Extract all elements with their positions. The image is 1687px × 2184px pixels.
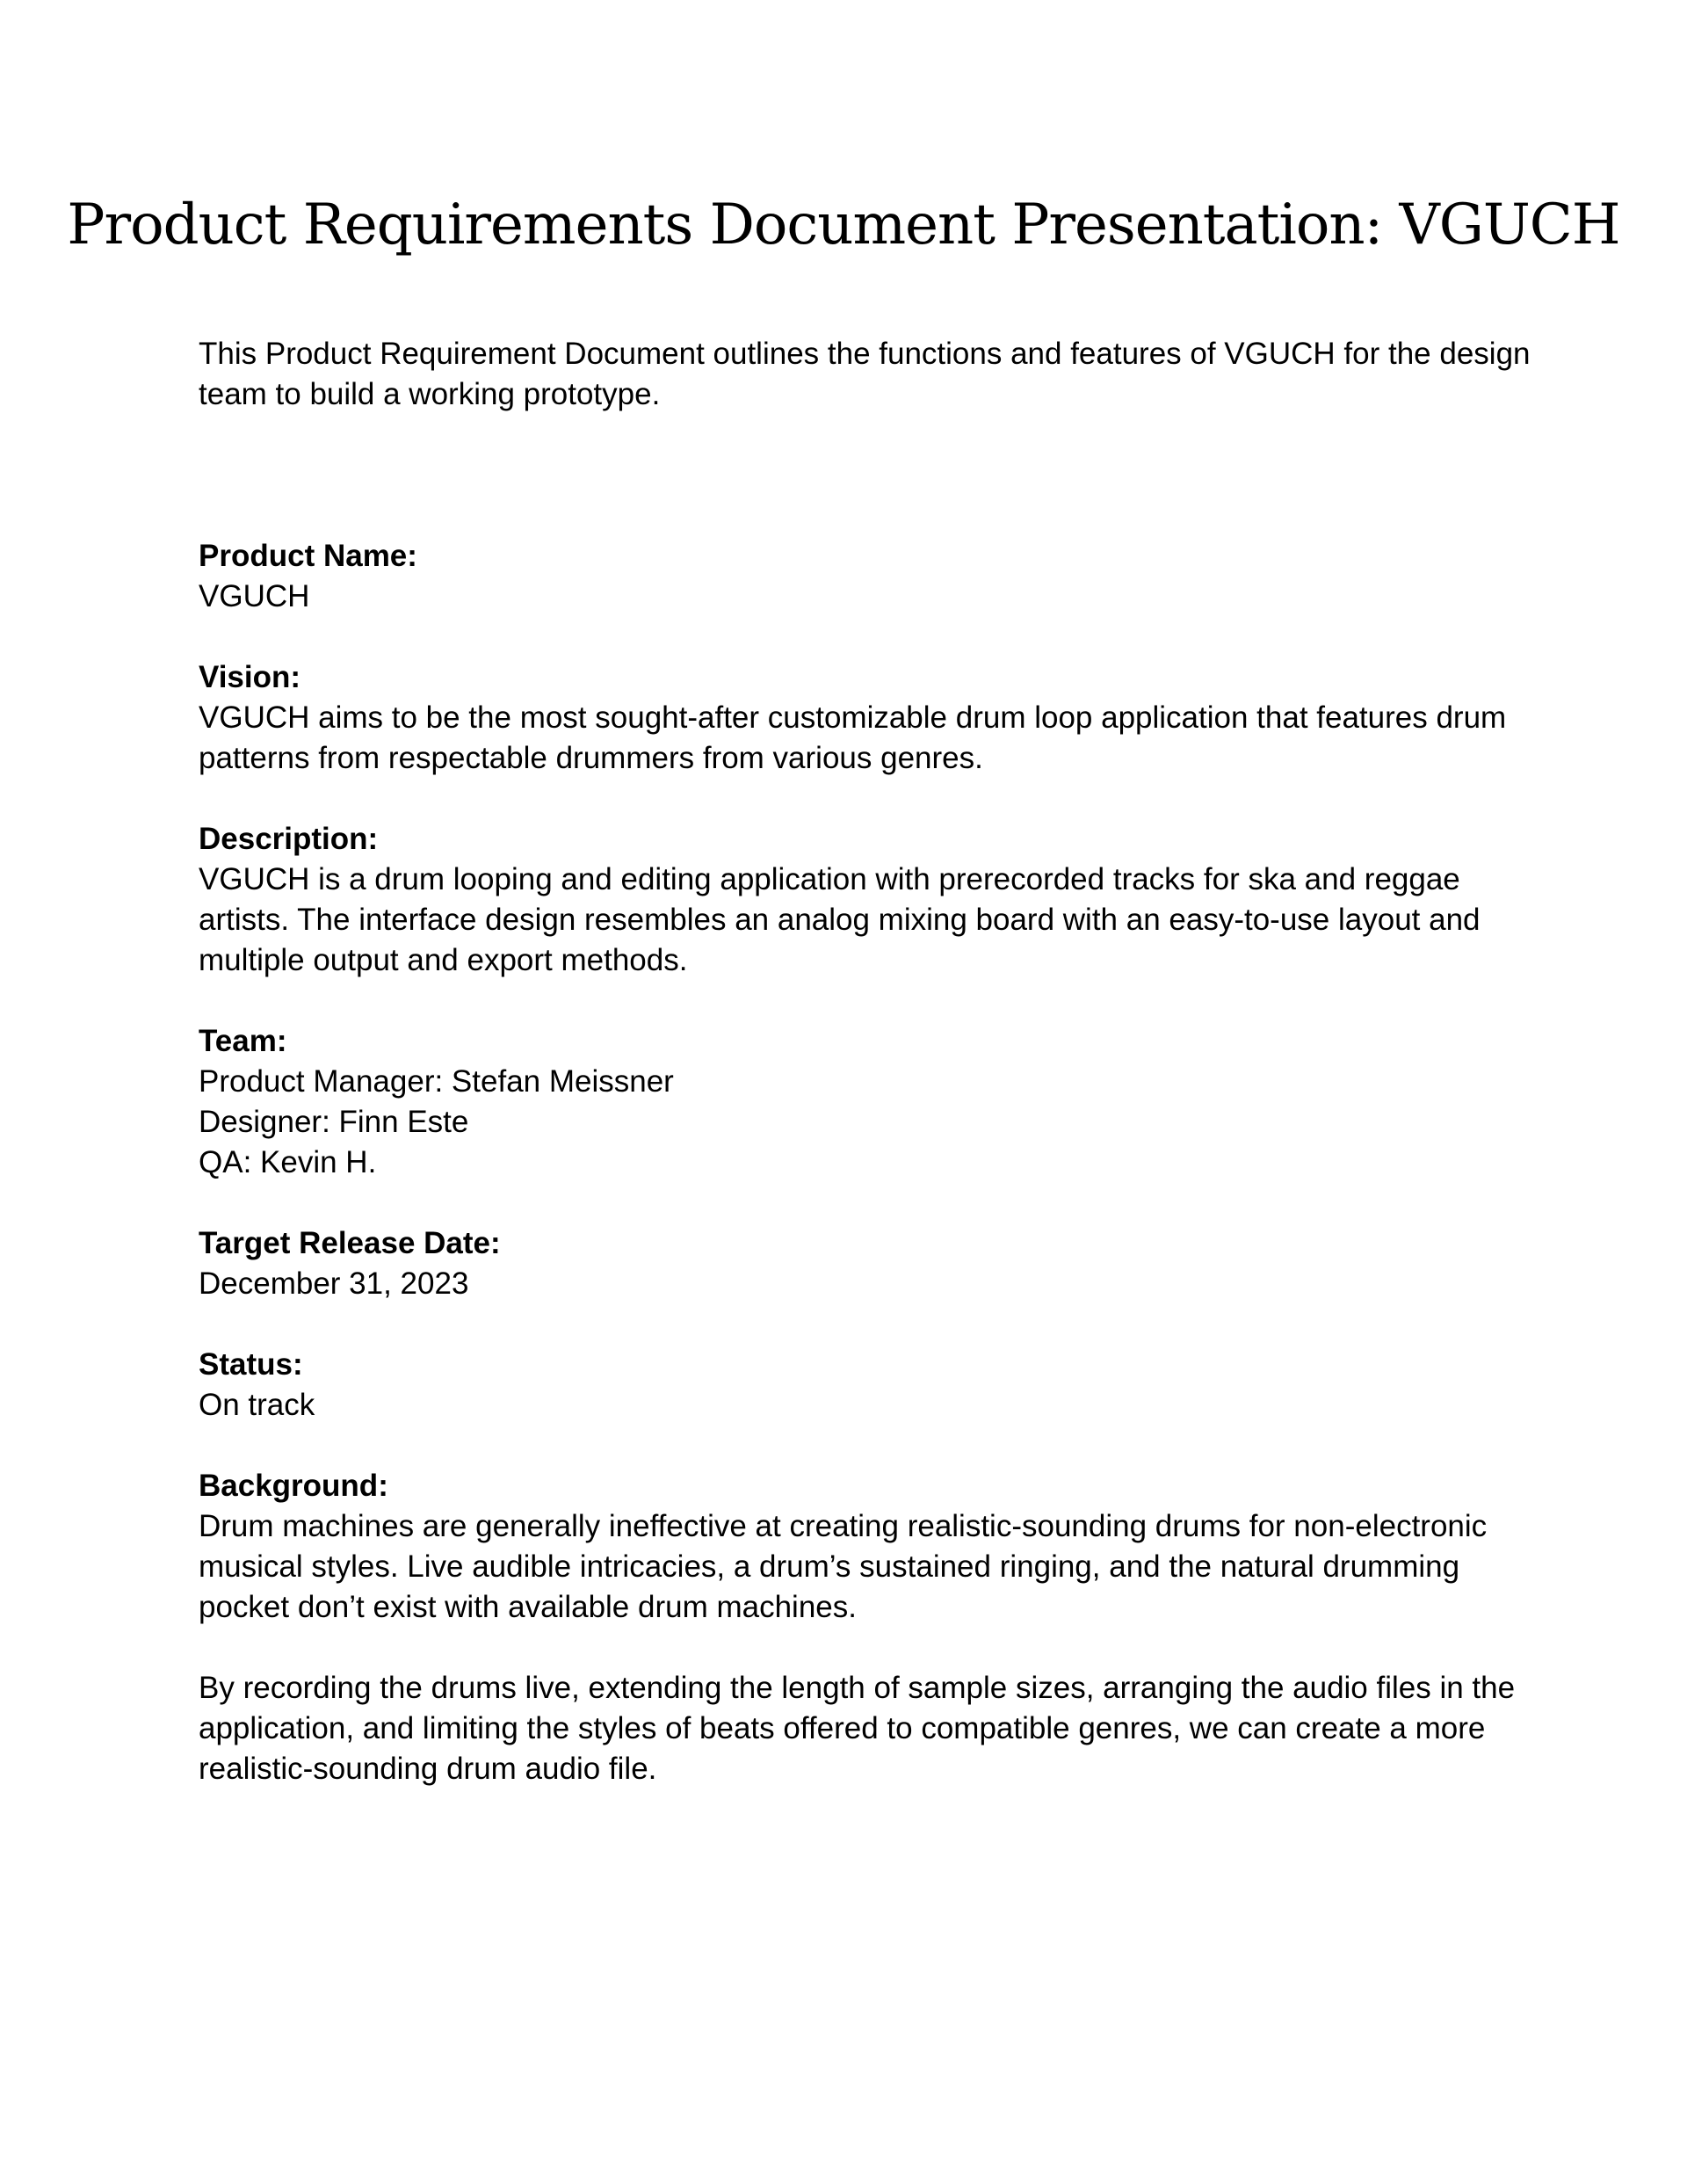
team-member: Designer: Finn Este: [199, 1105, 469, 1139]
product-name-value: VGUCH: [199, 579, 310, 613]
background-label: Background:: [199, 1469, 388, 1503]
team-member: QA: Kevin H.: [199, 1145, 377, 1179]
document-body: [199, 334, 1534, 1830]
section-target-release-date: [199, 1223, 1534, 1304]
team-member: Product Manager: Stefan Meissner: [199, 1064, 674, 1099]
product-name-label: Product Name:: [199, 539, 417, 573]
team-label: Team:: [199, 1024, 287, 1058]
section-background: [199, 1466, 1534, 1789]
description-value: VGUCH is a drum looping and editing application with prerecorded tracks for ska and reggae artists. The interface design resembles an analog mixing board with an easy-to-use layout and multiple output and export methods.: [199, 862, 1481, 977]
target-release-date-value: December 31, 2023: [199, 1266, 469, 1301]
section-vision: [199, 657, 1534, 779]
section-product-name: [199, 536, 1534, 617]
target-release-date-label: Target Release Date:: [199, 1226, 501, 1260]
paragraph-spacer: [199, 1628, 1534, 1668]
section-description: [199, 819, 1534, 981]
status-label: Status:: [199, 1347, 303, 1382]
background-paragraph: By recording the drums live, extending the length of sample sizes, arranging the audio files in the application, and limiting the styles of beats offered to compatible genres, we can create a more realistic-sounding drum audio file.: [199, 1671, 1516, 1786]
section-team: [199, 1021, 1534, 1183]
description-label: Description:: [199, 822, 379, 856]
background-paragraph: Drum machines are generally ineffective at creating realistic-sounding drums for non-electronic musical styles. Live audible intricacies, a drum’s sustained ringing, and the natural drumming pocket don’t exist with available drum machines.: [199, 1509, 1488, 1624]
document-title: Product Requirements Document Presentation: VGUCH: [67, 192, 1620, 258]
intro-paragraph: This Product Requirement Document outlines the functions and features of VGUCH for the design team to build a working prototype.: [199, 337, 1531, 411]
vision-label: Vision:: [199, 660, 301, 694]
section-status: [199, 1345, 1534, 1426]
vision-value: VGUCH aims to be the most sought-after customizable drum loop application that features drum patterns from respectable drummers from various genres.: [199, 700, 1507, 775]
status-value: On track: [199, 1388, 315, 1422]
